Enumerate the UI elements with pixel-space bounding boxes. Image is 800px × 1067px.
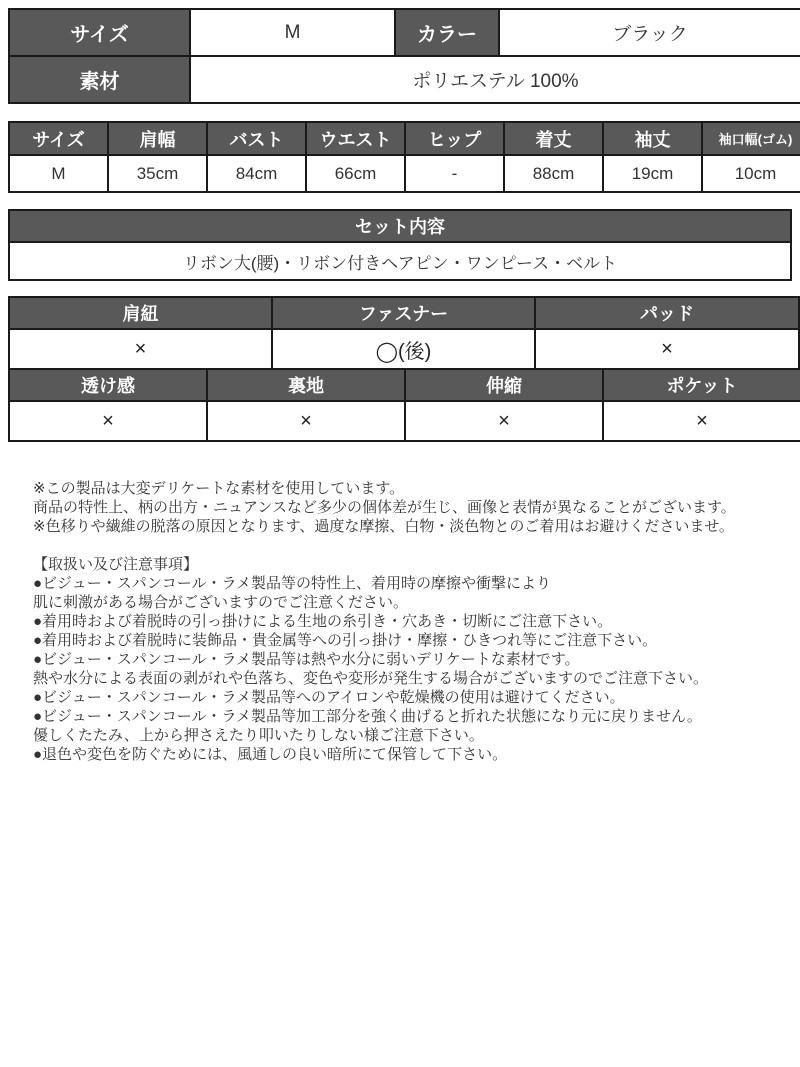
handling-line: ●退色や変色を防ぐためには、風通しの良い暗所にて保管して下さい。 xyxy=(33,746,508,763)
handling-line: ●着用時および着脱時の引っ掛けによる生地の糸引き・穴あき・切断にご注意下さい。 xyxy=(33,613,613,630)
measurements-value-bust: 84cm xyxy=(207,155,306,192)
pad-value: × xyxy=(535,329,799,369)
handling-line: 優しくたたみ、上から押さえたり叩いたりしない様ご注意下さい。 xyxy=(33,727,484,744)
size-label: サイズ xyxy=(9,9,190,56)
measurements-header-sleeve: 袖丈 xyxy=(603,122,702,155)
material-value: ポリエステル 100% xyxy=(190,56,800,103)
note-line: ※色移りや繊維の脱落の原因となります、過度な摩擦、白物・淡色物とのご着用はお避けくださいませ。 xyxy=(33,518,734,535)
measurements-value-hip: - xyxy=(405,155,504,192)
handling-line: 肌に刺激がある場合がございますのでご注意ください。 xyxy=(33,594,409,611)
color-label: カラー xyxy=(395,9,499,56)
handling-title: 【取扱い及び注意事項】 xyxy=(33,556,199,573)
measurements-value-cuff: 10cm xyxy=(702,155,800,192)
handling-line: ●ビジュー・スパンコール・ラメ製品等の特性上、着用時の摩擦や衝撃により xyxy=(33,575,552,592)
handling-line: 熱や水分による表面の剥がれや色落ち、変色や変形が発生する場合がございますのでご注意下さい。 xyxy=(33,670,709,687)
measurements-value-waist: 66cm xyxy=(306,155,405,192)
fastener-value: ◯(後) xyxy=(272,329,535,369)
measurements-header-waist: ウエスト xyxy=(306,122,405,155)
measurements-header-bust: バスト xyxy=(207,122,306,155)
measurements-header-cuff: 袖口幅(ゴム) xyxy=(702,122,800,155)
pad-header: パッド xyxy=(535,297,799,329)
stretch-header: 伸縮 xyxy=(405,369,603,401)
fastener-header: ファスナー xyxy=(272,297,535,329)
note-line: ※この製品は大変デリケートな素材を使用しています。 xyxy=(33,480,405,497)
strap-value: × xyxy=(9,329,272,369)
pocket-value: × xyxy=(603,401,800,441)
features-table-straps-fastener-pads xyxy=(8,296,800,370)
size-color-material-table xyxy=(8,8,800,104)
stretch-value: × xyxy=(405,401,603,441)
handling-line: ●ビジュー・スパンコール・ラメ製品等加工部分を強く曲げると折れた状態になり元に戻りません。 xyxy=(33,708,702,725)
handling-line: ●ビジュー・スパンコール・ラメ製品等へのアイロンや乾燥機の使用は避けてください。 xyxy=(33,689,625,706)
strap-header: 肩紐 xyxy=(9,297,272,329)
measurements-table xyxy=(8,121,800,193)
measurements-header-length: 着丈 xyxy=(504,122,603,155)
measurements-header-shoulder: 肩幅 xyxy=(108,122,207,155)
set-contents-table xyxy=(8,209,792,281)
size-value: M xyxy=(190,9,395,56)
lining-header: 裏地 xyxy=(207,369,405,401)
notes-section xyxy=(33,479,792,764)
pocket-header: ポケット xyxy=(603,369,800,401)
set-contents-value: リボン大(腰)・リボン付きヘアピン・ワンピース・ベルト xyxy=(9,242,791,280)
measurements-header-size: サイズ xyxy=(9,122,108,155)
measurements-value-sleeve: 19cm xyxy=(603,155,702,192)
measurements-value-length: 88cm xyxy=(504,155,603,192)
measurements-value-shoulder: 35cm xyxy=(108,155,207,192)
features-table-sheer-lining-stretch-pocket xyxy=(8,368,800,442)
measurements-header-hip: ヒップ xyxy=(405,122,504,155)
handling-line: ●ビジュー・スパンコール・ラメ製品等は熱や水分に弱いデリケートな素材です。 xyxy=(33,651,580,668)
sheer-header: 透け感 xyxy=(9,369,207,401)
note-line: 商品の特性上、柄の出方・ニュアンスなど多少の個体差が生じ、画像と表情が異なることがございます。 xyxy=(33,499,736,516)
material-label: 素材 xyxy=(9,56,190,103)
color-value: ブラック xyxy=(499,9,800,56)
handling-line: ●着用時および着脱時に装飾品・貴金属等への引っ掛け・摩擦・ひきつれ等にご注意下さい。 xyxy=(33,632,658,649)
set-contents-header: セット内容 xyxy=(9,210,791,242)
measurements-value-size: M xyxy=(9,155,108,192)
sheer-value: × xyxy=(9,401,207,441)
lining-value: × xyxy=(207,401,405,441)
